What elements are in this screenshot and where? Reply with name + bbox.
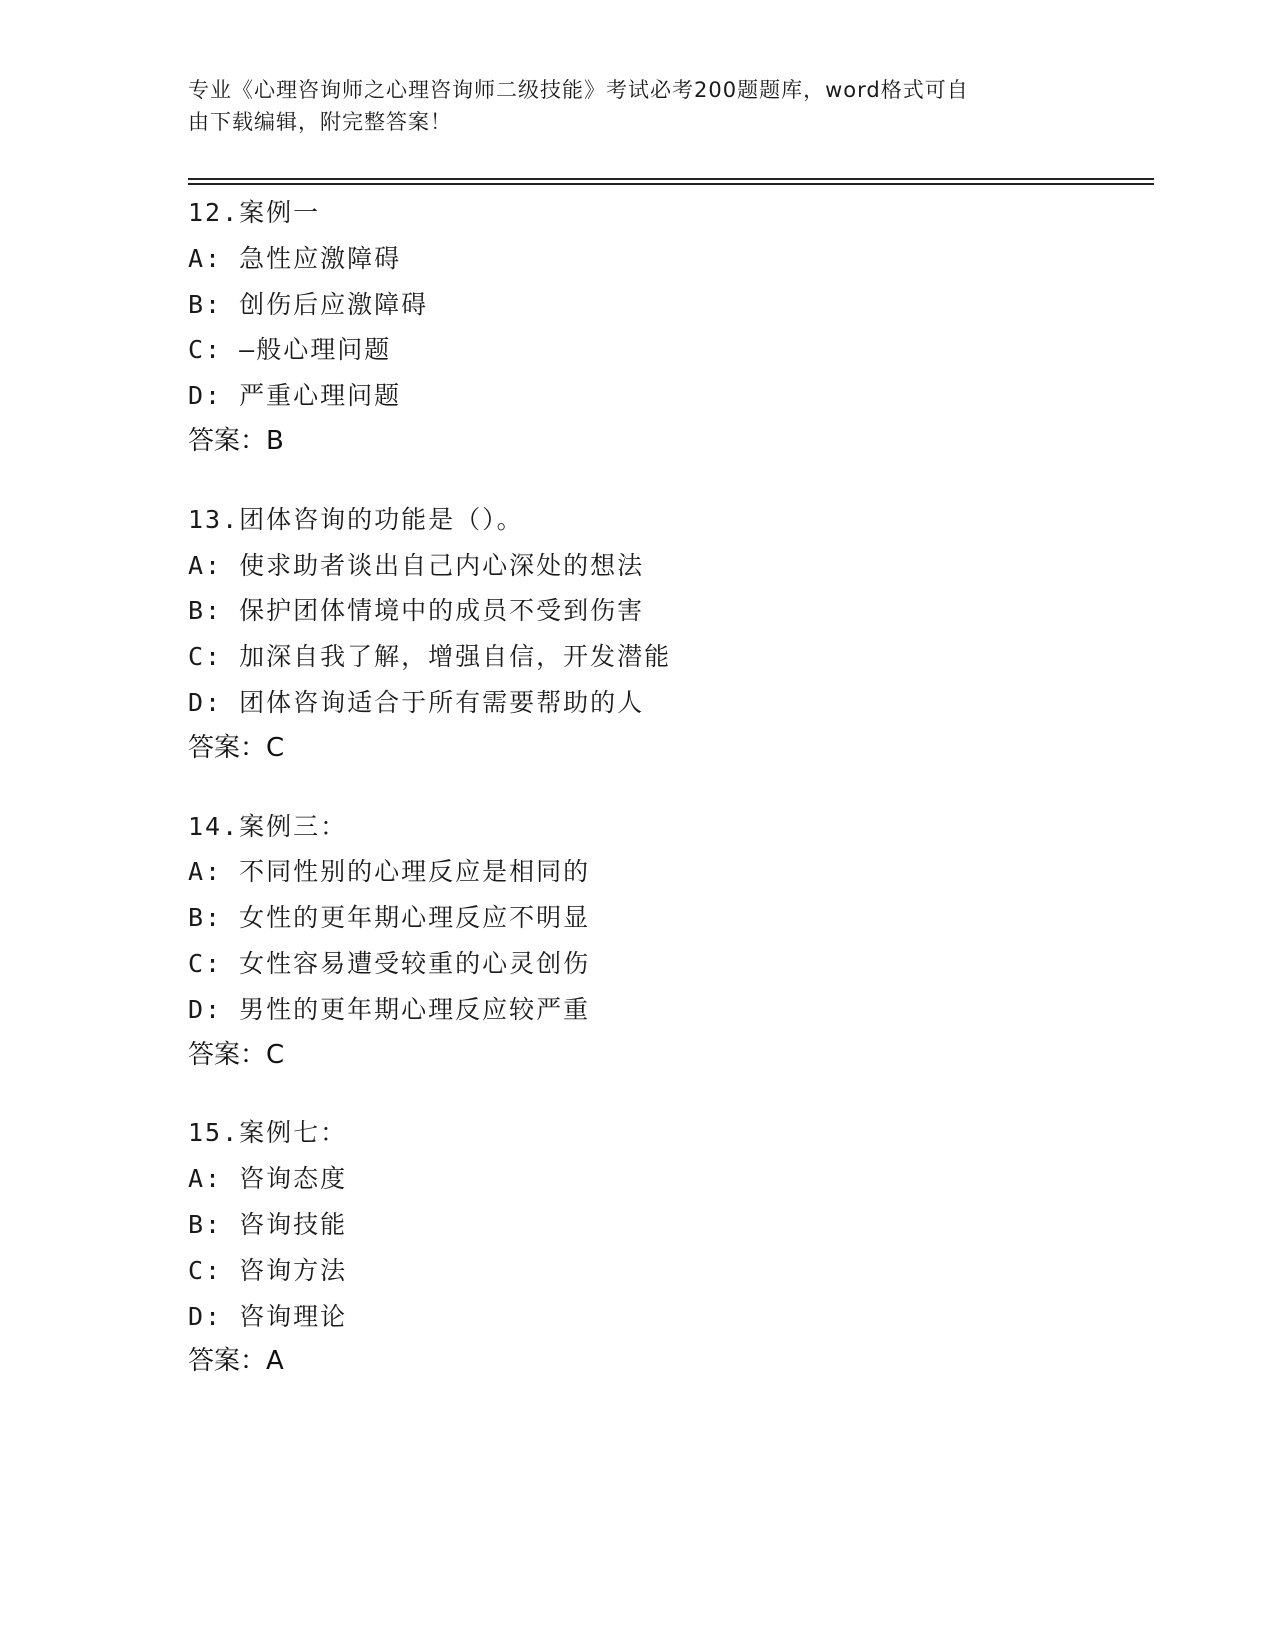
option-c: C: 加深自我了解，增强自信，开发潜能	[188, 642, 672, 672]
option-a: A: 急性应激障碍	[188, 243, 402, 273]
question-13	[188, 497, 1154, 772]
option-b: B: 创伤后应激障碍	[188, 289, 429, 319]
option-a: A: 不同性别的心理反应是相同的	[188, 857, 591, 887]
question-14	[188, 804, 1154, 1079]
option-d: D: 男性的更年期心理反应较严重	[188, 994, 591, 1024]
question-stem: 12.案例一	[188, 198, 321, 227]
question-15	[188, 1110, 1154, 1385]
option-d: D: 咨询理论	[188, 1301, 348, 1331]
option-d: D: 团体咨询适合于所有需要帮助的人	[188, 687, 645, 717]
header-line-2: 由下载编辑，附完整答案！	[188, 110, 452, 134]
option-b: B: 保护团体情境中的成员不受到伤害	[188, 596, 645, 626]
question-12	[188, 190, 1154, 465]
answer: 答案：C	[188, 1039, 285, 1070]
option-d: D: 严重心理问题	[188, 381, 402, 411]
answer: 答案：C	[188, 732, 285, 763]
answer: 答案：B	[188, 425, 284, 456]
header-line-1: 专业《心理咨询师之心理咨询师二级技能》考试必考200题题库，word格式可自	[188, 78, 969, 102]
option-a: A: 咨询态度	[188, 1164, 348, 1194]
question-stem: 15.案例七：	[188, 1118, 348, 1148]
question-list	[188, 190, 1154, 1417]
question-stem: 13.团体咨询的功能是（）。	[188, 504, 524, 534]
option-c: C: 咨询方法	[188, 1255, 348, 1285]
option-a: A: 使求助者谈出自己内心深处的想法	[188, 550, 645, 580]
option-b: B: 咨询技能	[188, 1209, 348, 1239]
document-header	[188, 74, 1088, 138]
option-c: C: 女性容易遭受较重的心灵创伤	[188, 948, 591, 978]
option-c: C: —般心理问题	[188, 335, 392, 365]
question-stem: 14.案例三：	[188, 811, 348, 841]
header-divider-top	[188, 178, 1154, 180]
answer: 答案：A	[188, 1346, 284, 1377]
option-b: B: 女性的更年期心理反应不明显	[188, 903, 591, 933]
header-divider-bottom	[188, 183, 1154, 185]
